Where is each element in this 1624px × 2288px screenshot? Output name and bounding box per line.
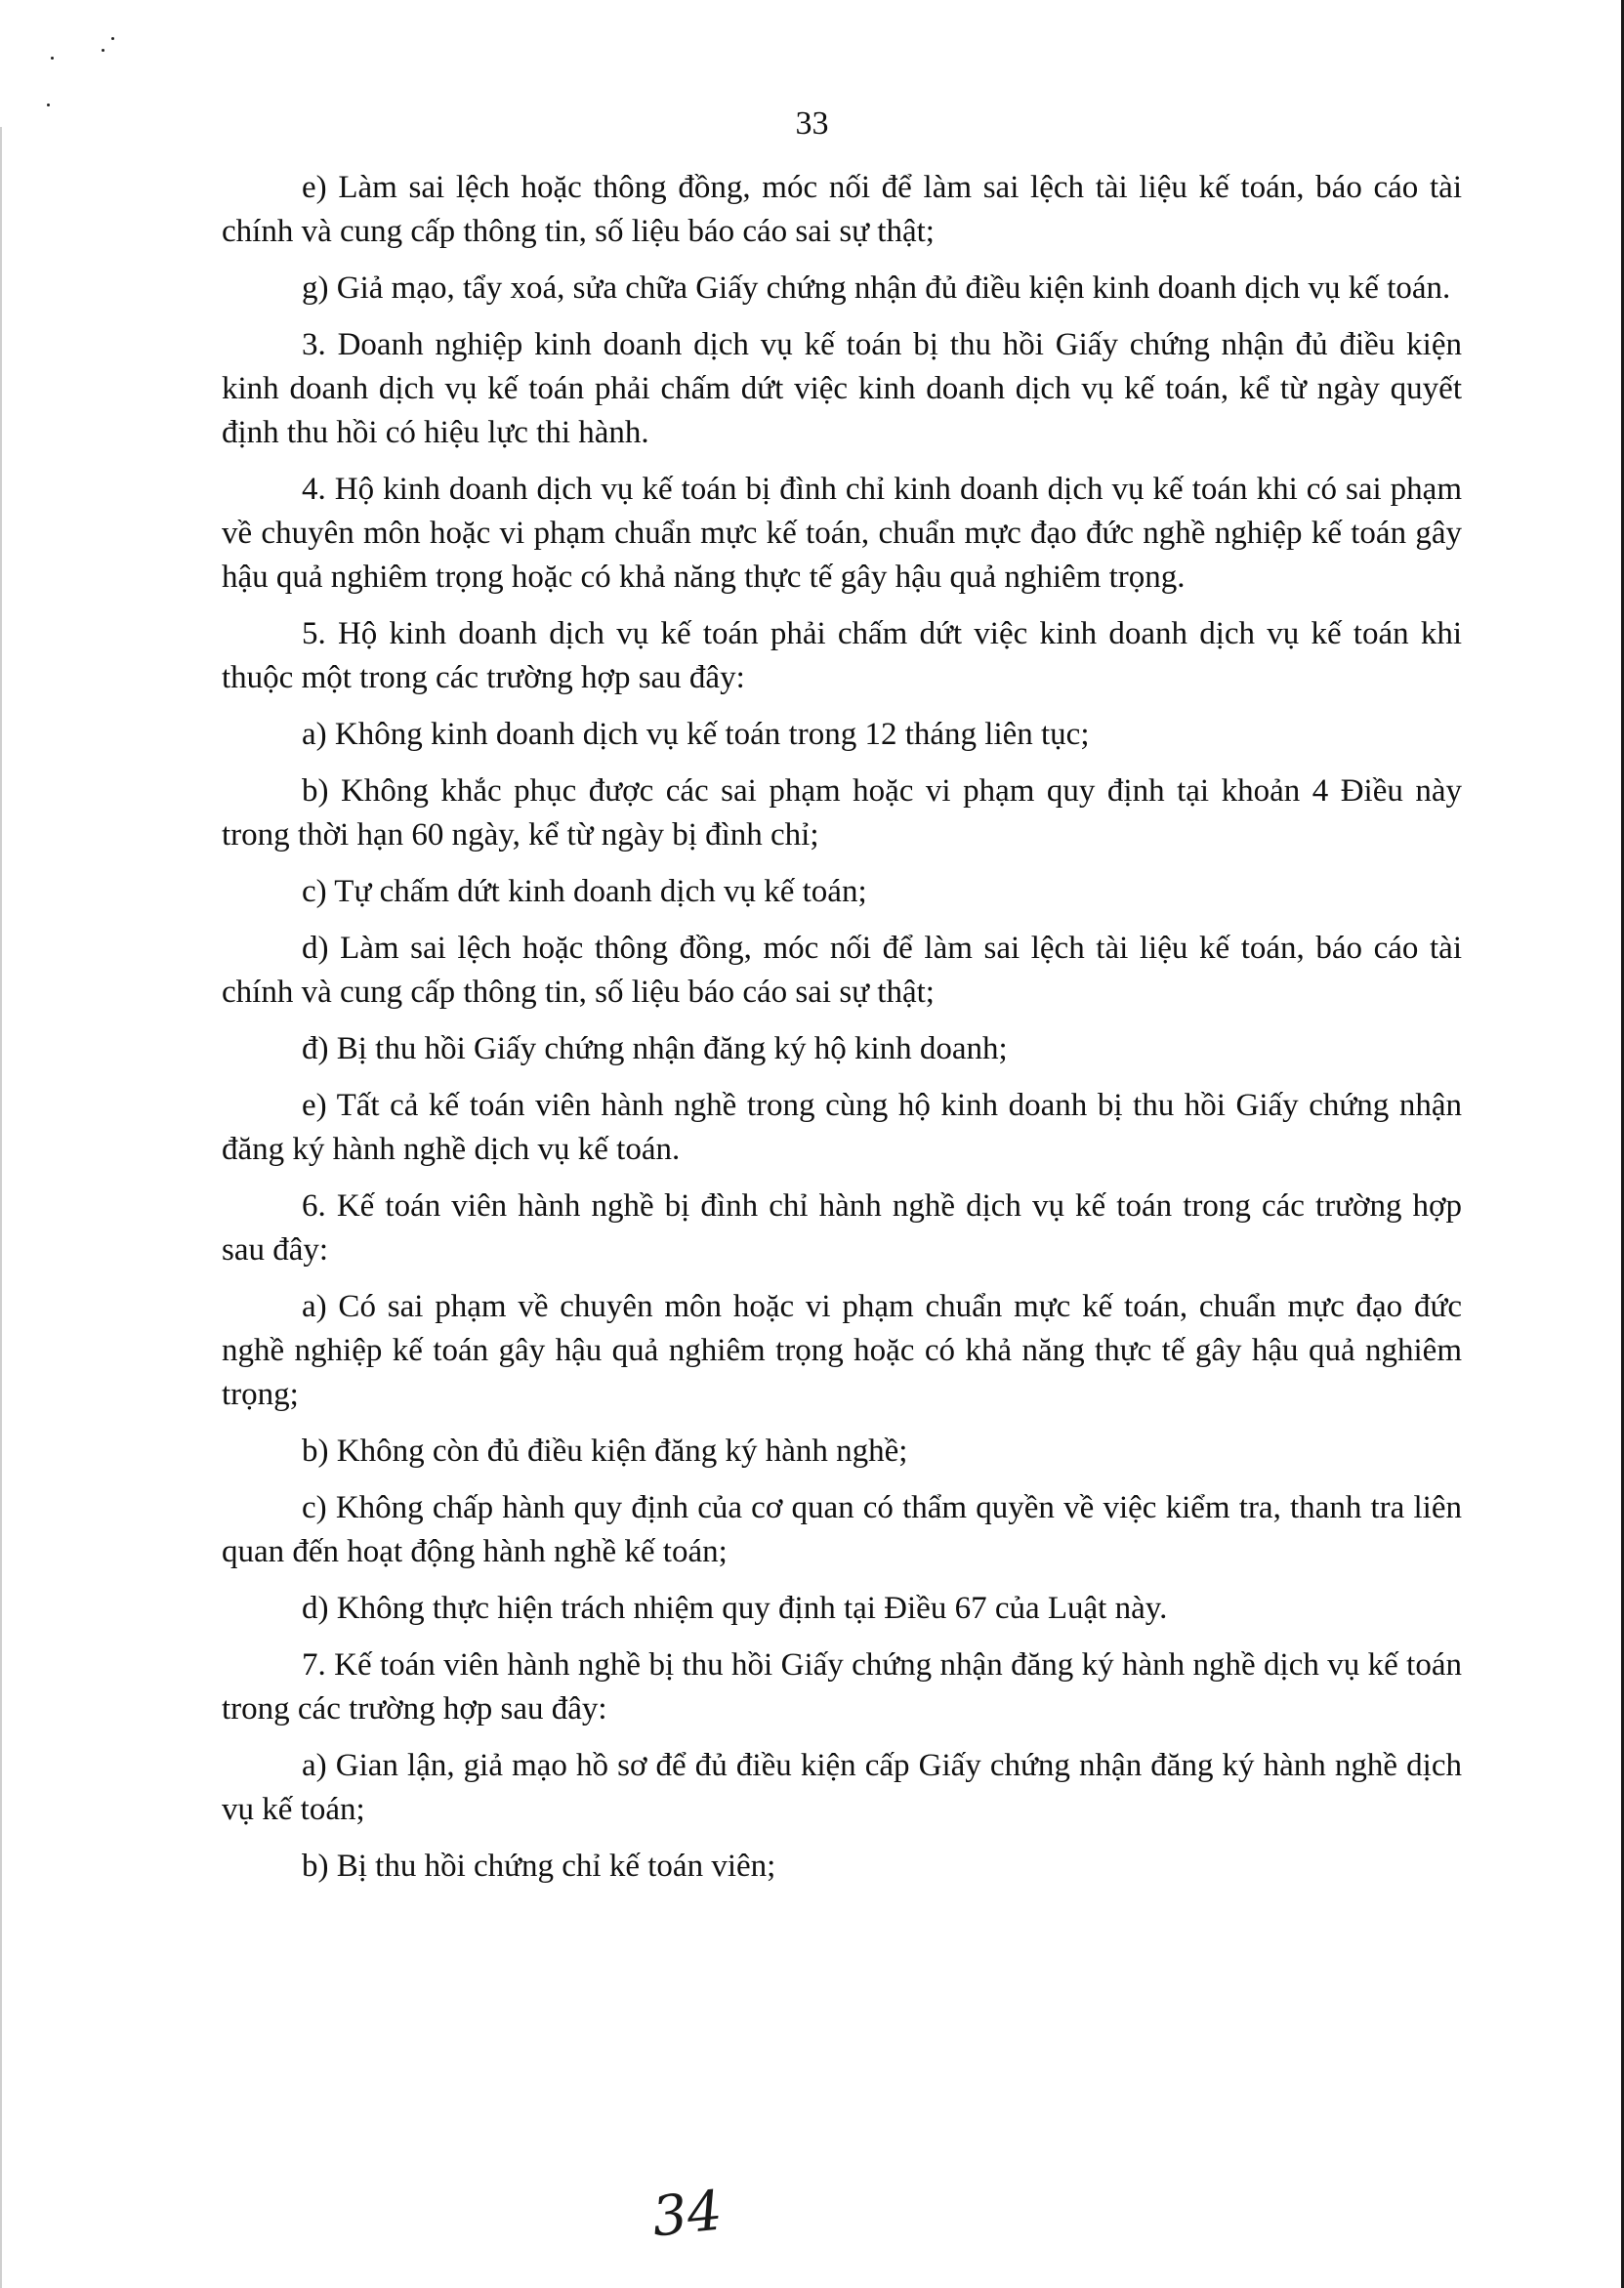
paragraph: a) Có sai phạm về chuyên môn hoặc vi phạm chuẩn mực kế toán, chuẩn mực đạo đức nghề nghiệp kế toán gây hậu quả nghiêm trọng hoặc có khả năng thực tế gây hậu quả nghiêm trọng; [222, 1289, 1462, 1412]
paragraph: d) Làm sai lệch hoặc thông đồng, móc nối để làm sai lệch tài liệu kế toán, báo cáo tài chính và cung cấp thông tin, số liệu báo cáo sai sự thật; [222, 931, 1462, 1010]
paragraph: 4. Hộ kinh doanh dịch vụ kế toán bị đình chỉ kinh doanh dịch vụ kế toán khi có sai phạm về chuyên môn hoặc vi phạm chuẩn mực kế toán, chuẩn mực đạo đức nghề nghiệp kế toán gây hậu quả nghiêm trọng hoặc có khả năng thực tế gây hậu quả nghiêm trọng. [222, 472, 1462, 595]
paragraph: 3. Doanh nghiệp kinh doanh dịch vụ kế toán bị thu hồi Giấy chứng nhận đủ điều kiện kinh doanh dịch vụ kế toán phải chấm dứt việc kinh doanh dịch vụ kế toán, kể từ ngày quyết định thu hồi có hiệu lực thi hành. [222, 327, 1462, 450]
paragraph: g) Giả mạo, tẩy xoá, sửa chữa Giấy chứng nhận đủ điều kiện kinh doanh dịch vụ kế toán. [302, 270, 1451, 306]
scan-speck [111, 37, 114, 40]
page-number: 33 [795, 105, 829, 142]
paragraph: b) Bị thu hồi chứng chỉ kế toán viên; [302, 1849, 776, 1884]
paragraph: đ) Bị thu hồi Giấy chứng nhận đăng ký hộ kinh doanh; [302, 1031, 1008, 1066]
scan-speck [51, 57, 54, 60]
paragraph: c) Tự chấm dứt kinh doanh dịch vụ kế toán; [302, 874, 867, 909]
paragraph: b) Không còn đủ điều kiện đăng ký hành nghề; [302, 1434, 908, 1469]
paragraph: e) Làm sai lệch hoặc thông đồng, móc nối để làm sai lệch tài liệu kế toán, báo cáo tài chính và cung cấp thông tin, số liệu báo cáo sai sự thật; [222, 170, 1462, 249]
paragraph: d) Không thực hiện trách nhiệm quy định tại Điều 67 của Luật này. [302, 1591, 1168, 1626]
paragraph: b) Không khắc phục được các sai phạm hoặc vi phạm quy định tại khoản 4 Điều này trong thời hạn 60 ngày, kể từ ngày bị đình chỉ; [222, 773, 1462, 853]
paragraph: a) Gian lận, giả mạo hồ sơ để đủ điều kiện cấp Giấy chứng nhận đăng ký hành nghề dịch vụ kế toán; [222, 1748, 1462, 1827]
paragraph: 6. Kế toán viên hành nghề bị đình chỉ hành nghề dịch vụ kế toán trong các trường hợp sau đây: [222, 1188, 1462, 1268]
paragraph: 5. Hộ kinh doanh dịch vụ kế toán phải chấm dứt việc kinh doanh dịch vụ kế toán khi thuộc một trong các trường hợp sau đây: [222, 616, 1462, 695]
paragraph: c) Không chấp hành quy định của cơ quan có thẩm quyền về việc kiểm tra, thanh tra liên quan đến hoạt động hành nghề kế toán; [222, 1490, 1462, 1569]
scan-left-edge [0, 127, 2, 2288]
document-body [222, 166, 1462, 1901]
handwritten-page-mark: 34 [648, 2179, 726, 2250]
paragraph: 7. Kế toán viên hành nghề bị thu hồi Giấy chứng nhận đăng ký hành nghề dịch vụ kế toán trong các trường hợp sau đây: [222, 1647, 1462, 1726]
paragraph: a) Không kinh doanh dịch vụ kế toán trong 12 tháng liên tục; [302, 717, 1090, 752]
paragraph: e) Tất cả kế toán viên hành nghề trong cùng hộ kinh doanh bị thu hồi Giấy chứng nhận đăng ký hành nghề dịch vụ kế toán. [222, 1088, 1462, 1167]
scan-speck [102, 49, 104, 52]
